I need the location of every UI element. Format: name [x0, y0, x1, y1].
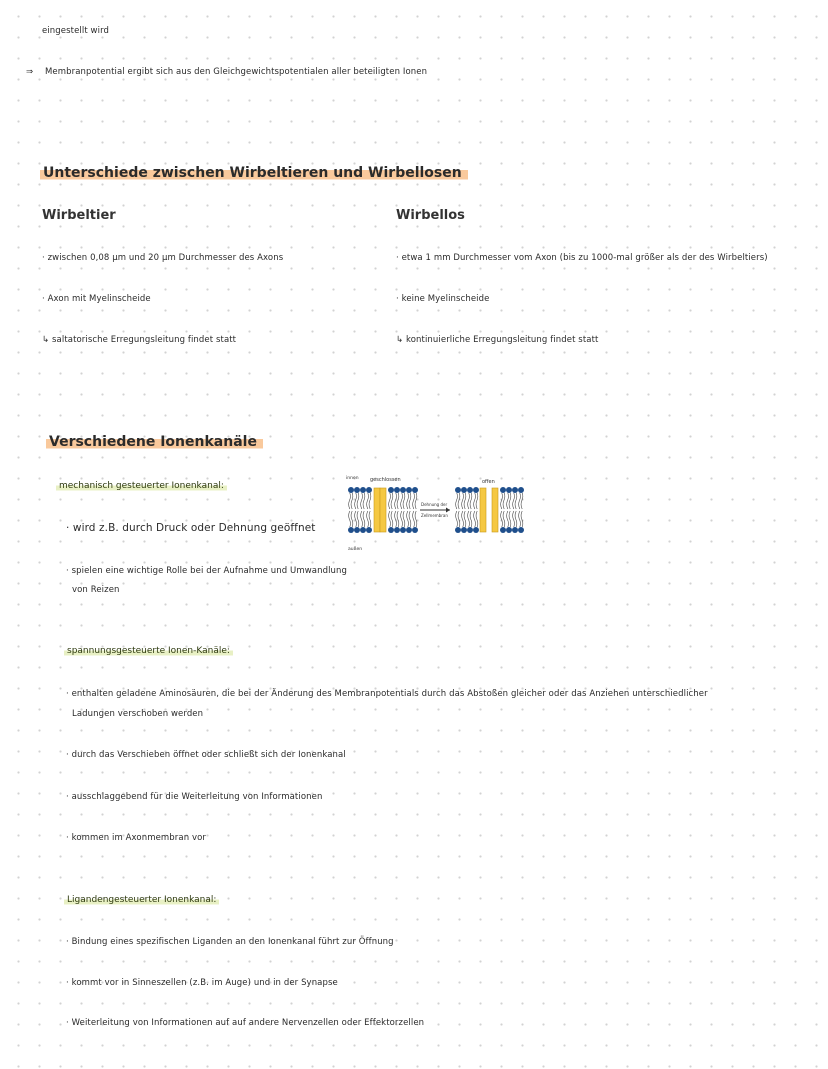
section-title-comparison: Unterschiede zwischen Wirbeltieren und Wirbellosen: [40, 165, 468, 181]
label-closed: geschlossen: [370, 477, 401, 483]
list-item: · zwischen 0,08 µm und 20 µm Durchmesser des Axons: [42, 253, 284, 263]
column-heading-invertebrate: Wirbellos: [396, 208, 465, 223]
list-item: ↳ kontinuierliche Erregungsleitung findet statt: [396, 335, 599, 345]
membrane-open: [455, 487, 524, 533]
ion-channel-diagram: [340, 470, 540, 554]
label-outside: außen: [348, 547, 363, 552]
list-item: ↳ saltatorische Erregungsleitung findet statt: [42, 335, 237, 345]
arrow-icon: [446, 508, 450, 513]
list-item: · Bindung eines spezifischen Liganden an den Ionenkanal führt zur Öffnung: [66, 937, 394, 947]
label-inside: innen: [346, 476, 359, 481]
list-item: · kommen im Axonmembran vor: [66, 833, 207, 843]
channel-protein-left: [480, 488, 486, 532]
subheading-voltage: spannungsgesteuerte Ionen-Kanäle:: [64, 646, 233, 656]
list-item: · enthalten geladene Aminosäuren, die bei der Änderung des Membranpotentials durch das Abstoßen gleicher oder das Anziehen unterschiedlicher: [66, 689, 708, 699]
intro-line: eingestellt wird: [42, 26, 110, 36]
list-item: · kommt vor in Sinneszellen (z.B. im Auge) und in der Synapse: [66, 978, 338, 988]
subheading-ligand: Ligandengesteuerter Ionenkanal:: [64, 895, 219, 905]
list-item: · Axon mit Myelinscheide: [42, 294, 151, 304]
subheading-mechanical: mechanisch gesteuerter Ionenkanal:: [56, 481, 227, 491]
column-heading-vertebrate: Wirbeltier: [42, 208, 116, 223]
list-item: · ausschlaggebend für die Weiterleitung von Informationen: [66, 792, 323, 802]
arrow-icon: ⇒: [26, 67, 34, 77]
channel-protein-left: [374, 488, 380, 532]
arrow-label-1: Dehnung der: [421, 502, 448, 507]
list-item: · keine Myelinscheide: [396, 294, 490, 304]
channel-protein-right: [492, 488, 498, 532]
section-title-ion-channels: Verschiedene Ionenkanäle: [46, 434, 263, 450]
membrane-potential-note: Membranpotential ergibt sich aus den Gleichgewichtspotentialen aller beteiligten Ionen: [45, 67, 428, 77]
arrow-label-2: Zellmembran: [421, 513, 448, 518]
list-item-continuation: Ladungen verschoben werden: [72, 709, 204, 719]
membrane-closed: [348, 487, 418, 533]
list-item: · durch das Verschieben öffnet oder schließt sich der Ionenkanal: [66, 750, 346, 760]
channel-protein-right: [380, 488, 386, 532]
list-item: · etwa 1 mm Durchmesser vom Axon (bis zu 1000-mal größer als der des Wirbeltiers): [396, 253, 768, 263]
list-item: · spielen eine wichtige Rolle bei der Aufnahme und Umwandlung: [66, 566, 348, 576]
list-item-continuation: von Reizen: [72, 585, 120, 595]
list-item: · Weiterleitung von Informationen auf auf andere Nervenzellen oder Effektorzellen: [66, 1018, 425, 1028]
list-item: · wird z.B. durch Druck oder Dehnung geöffnet: [66, 522, 316, 534]
label-open: offen: [482, 479, 495, 485]
